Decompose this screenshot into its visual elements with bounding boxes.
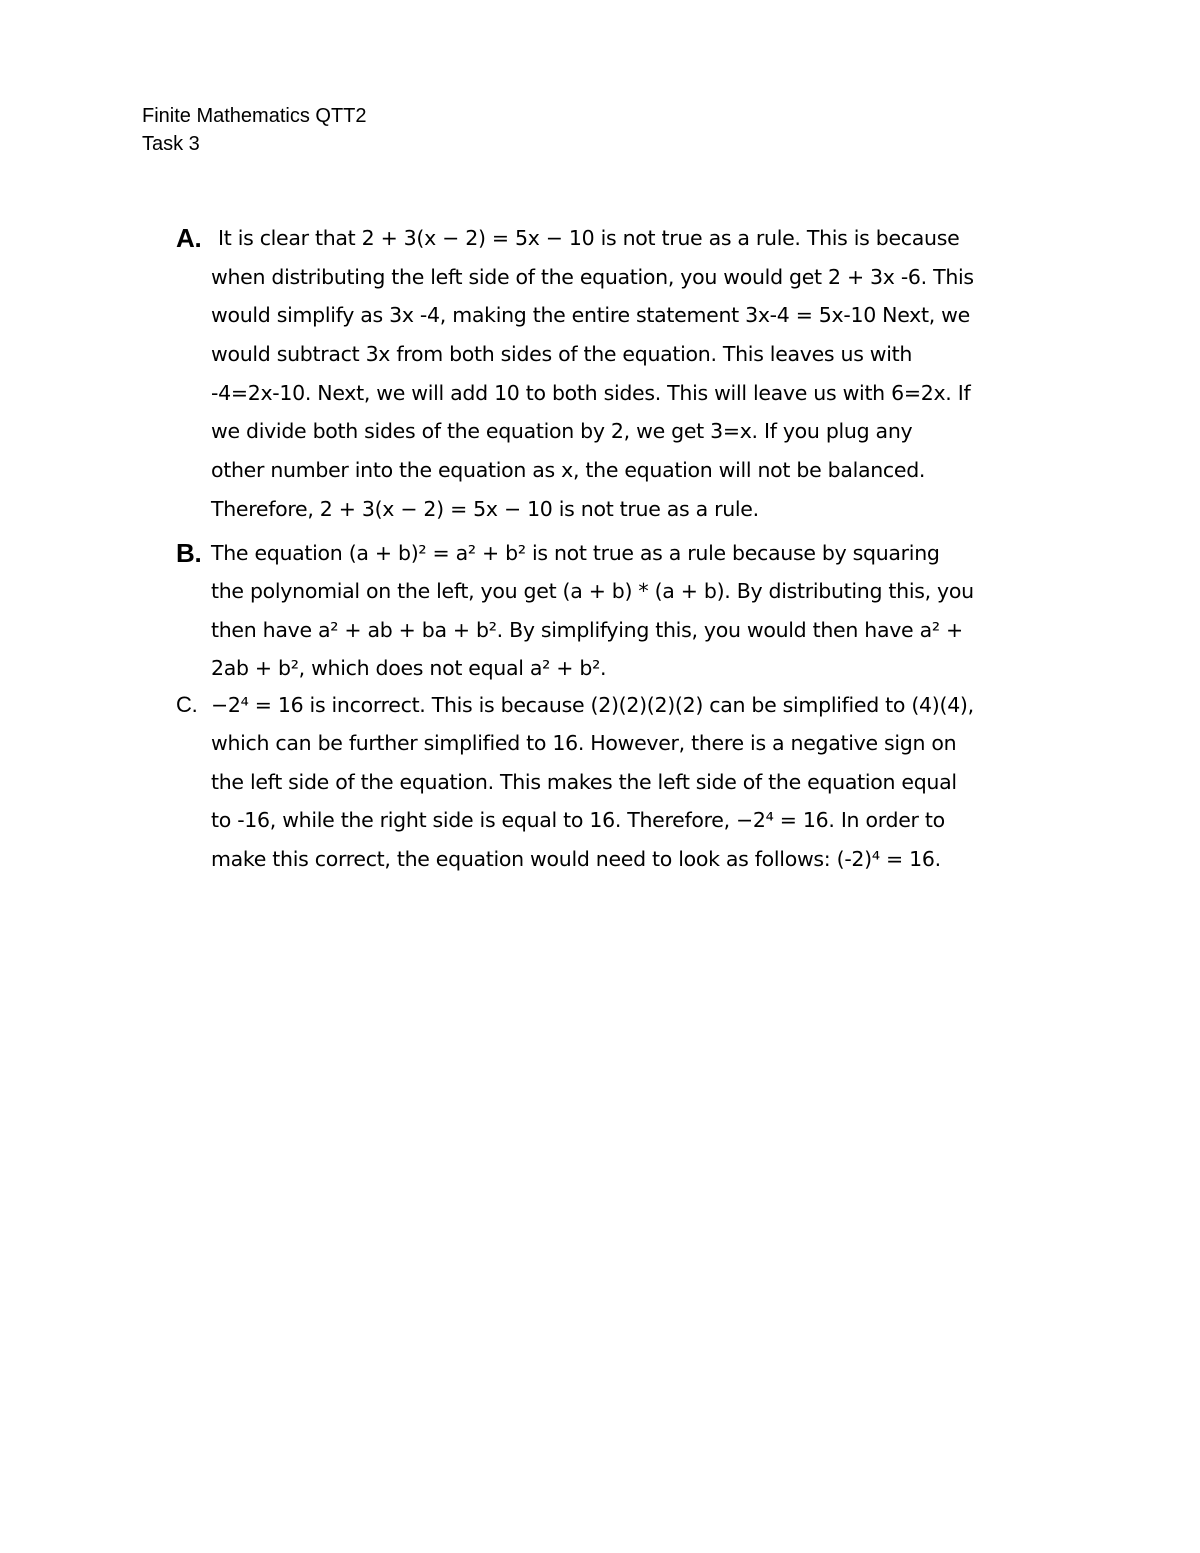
answer-a-line: It is clear that 2 + 3(x − 2) = 5x − 10 is not true as a rule. This is because (218, 226, 960, 250)
answer-b-line: The equation (a + b)² = a² + b² is not true as a rule because by squaring (211, 540, 940, 565)
answer-a-line: would simplify as 3x -4, making the entire statement 3x-4 = 5x-10 Next, we (211, 303, 970, 328)
answer-c-line: the left side of the equation. This makes the left side of the equation equal (211, 769, 957, 794)
document-header (142, 102, 367, 158)
answer-list (0, 219, 1200, 878)
answer-a-line: when distributing the left side of the equation, you would get 2 + 3x -6. This (211, 264, 974, 289)
answer-a-line: other number into the equation as x, the equation will not be balanced. (211, 458, 926, 483)
answer-b-line: then have a² + ab + ba + b². By simplifying this, you would then have a² + (211, 617, 963, 642)
answer-a-line: -4=2x-10. Next, we will add 10 to both sides. This will leave us with 6=2x. If (211, 380, 971, 405)
answer-item-a (0, 219, 1200, 529)
task-label: Task 3 (142, 133, 200, 155)
answer-item-c (0, 686, 1200, 879)
answer-a-line: Therefore, 2 + 3(x − 2) = 5x − 10 is not true as a rule. (211, 496, 759, 521)
answer-b-line: 2ab + b², which does not equal a² + b². (211, 656, 607, 680)
answer-c-line: make this correct, the equation would need to look as follows: (-2)⁴ = 16. (211, 846, 941, 871)
answer-item-b (0, 534, 1200, 688)
item-marker-a: A. (176, 223, 202, 253)
item-marker-c: C. (176, 691, 198, 717)
answer-a-line: would subtract 3x from both sides of the equation. This leaves us with (211, 342, 913, 367)
course-title: Finite Mathematics QTT2 (142, 105, 367, 127)
answer-c-line: −2⁴ = 16 is incorrect. This is because (2)(2)(2)(2) can be simplified to (4)(4), (211, 692, 974, 717)
answer-c-line: to -16, while the right side is equal to 16. Therefore, −2⁴ = 16. In order to (211, 808, 945, 832)
item-marker-b: B. (176, 537, 202, 568)
answer-a-line: we divide both sides of the equation by 2, we get 3=x. If you plug any (211, 419, 913, 444)
answer-b-line: the polynomial on the left, you get (a + b) * (a + b). By distributing this, you (211, 579, 974, 603)
answer-c-line: which can be further simplified to 16. However, there is a negative sign on (211, 731, 957, 755)
